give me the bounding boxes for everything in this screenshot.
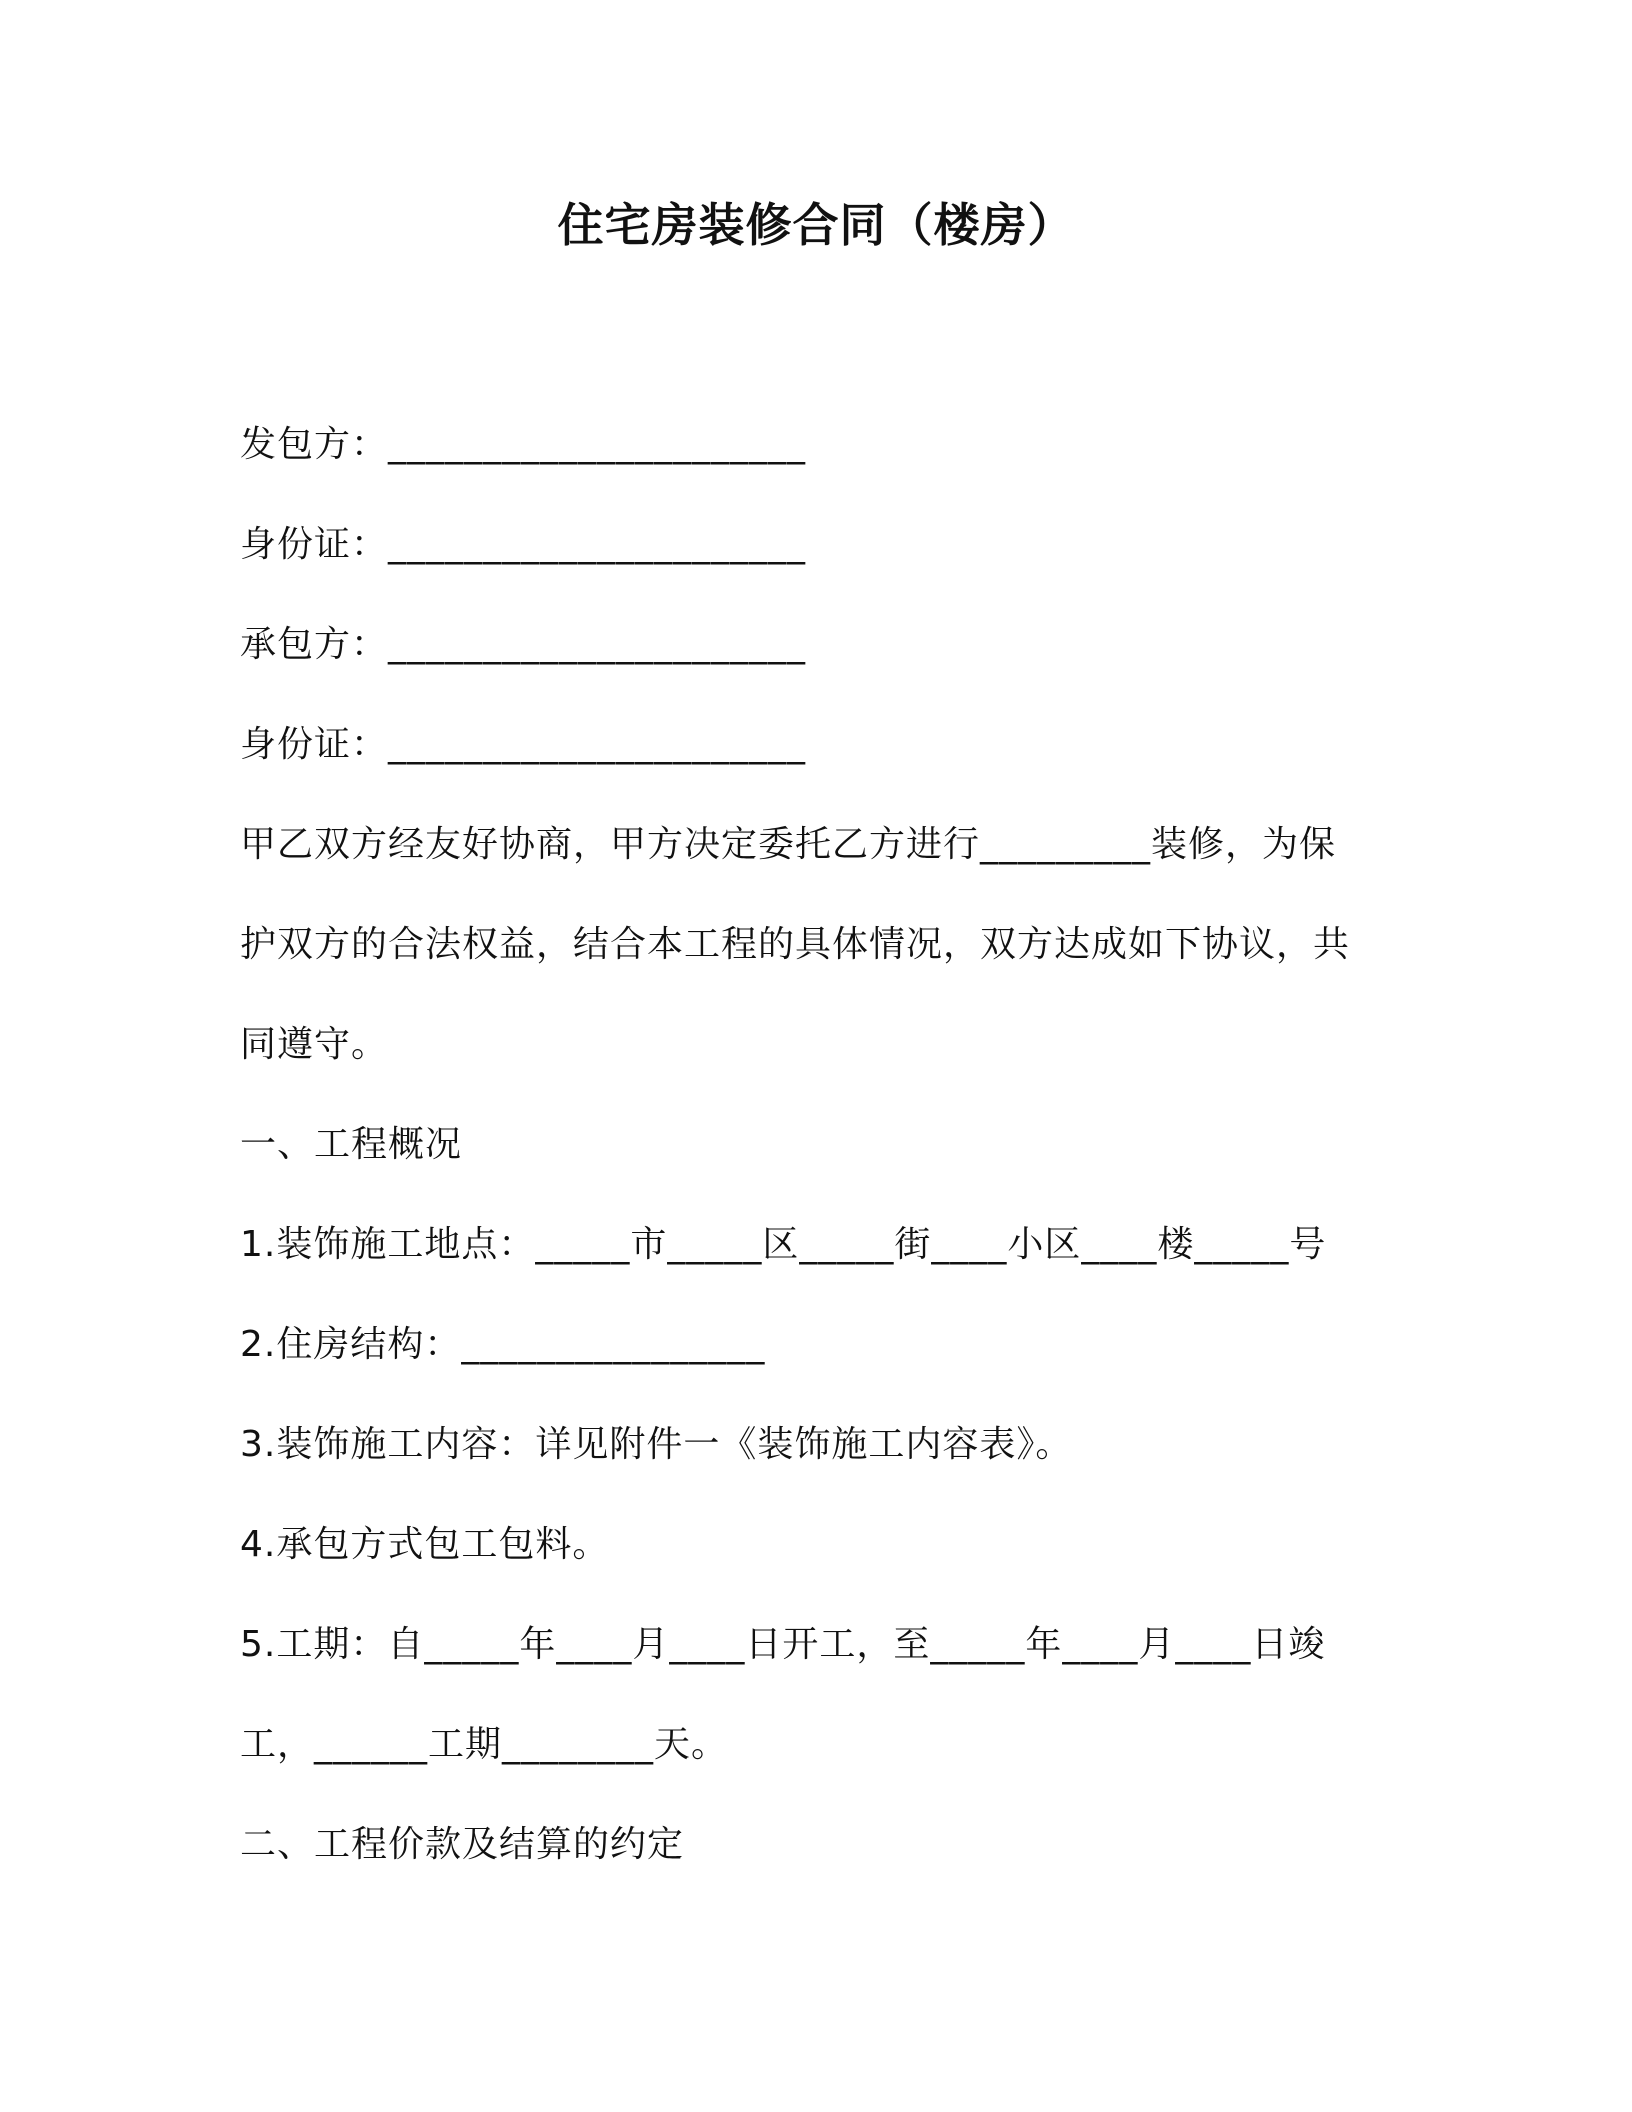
party-a-line: 发包方：______________________ (240, 424, 807, 465)
party-b-line: 承包方：______________________ (240, 624, 807, 665)
party-a-id-line: 身份证：______________________ (240, 524, 807, 565)
intro-paragraph-line-3: 同遵守。 (240, 1024, 389, 1065)
clause-1-location: 1.装饰施工地点：_____市_____区_____街____小区____楼_____号 (240, 1224, 1327, 1265)
party-b-id-line: 身份证：______________________ (240, 724, 807, 765)
document-title: 住宅房装修合同（楼房） (557, 198, 1075, 252)
document-body (240, 415, 1400, 1915)
clause-5-duration-line-1: 5.工期：自_____年____月____日开工，至_____年____月____日竣 (240, 1624, 1326, 1665)
clause-3-content: 3.装饰施工内容：详见附件一《装饰施工内容表》。 (240, 1424, 1073, 1465)
clause-5-duration-line-2: 工，______工期________天。 (240, 1724, 729, 1765)
intro-paragraph-line-1: 甲乙双方经友好协商，甲方决定委托乙方进行_________装修，为保 (240, 824, 1337, 865)
section-heading-price-settlement: 二、工程价款及结算的约定 (240, 1824, 685, 1865)
intro-paragraph-line-2: 护双方的合法权益，结合本工程的具体情况，双方达成如下协议，共 (240, 924, 1351, 965)
clause-2-structure: 2.住房结构：________________ (240, 1324, 766, 1365)
clause-4-contract-method: 4.承包方式包工包料。 (240, 1524, 610, 1565)
section-heading-project-overview: 一、工程概况 (240, 1124, 463, 1165)
